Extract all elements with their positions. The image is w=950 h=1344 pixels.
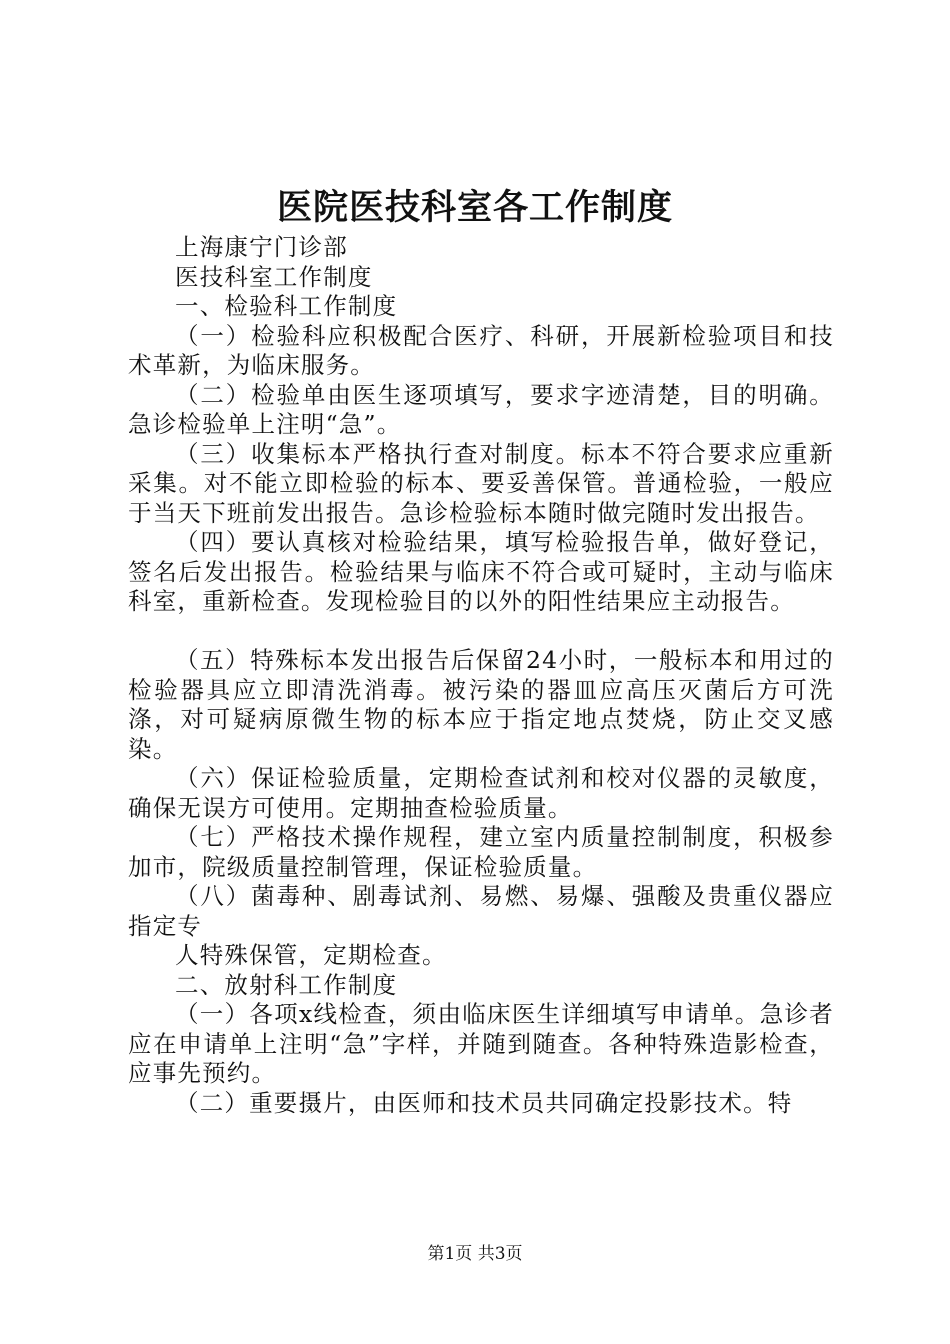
paragraph-radiology-heading: 二、放射科工作制度 xyxy=(175,970,398,999)
paragraph-clinic-name: 上海康宁门诊部 xyxy=(175,233,348,261)
paragraph-lab-heading: 一、检验科工作制度 xyxy=(175,292,398,320)
paragraph-lab-rule-7: （七）严格技术操作规程，建立室内质量控制制度，积极参加市，院级质量控制管理，保证检验质量。 xyxy=(128,823,834,881)
paragraph-section-heading: 医技科室工作制度 xyxy=(175,262,373,291)
document-title: 医院医技科室各工作制度 xyxy=(276,187,673,228)
paragraph-lab-rule-2: （二）检验单由医生逐项填写，要求字迹清楚，目的明确。急诊检验单上注明“急”。 xyxy=(128,380,834,438)
paragraph-lab-rule-1: （一）检验科应积极配合医疗、科研，开展新检验项目和技术革新，为临床服务。 xyxy=(128,321,834,379)
paragraph-radiology-rule-1: （一）各项x线检查，须由临床医生详细填写申请单。急诊者应在申请单上注明“急”字样，并随到随查。各种特殊造影检查，应事先预约。 xyxy=(128,1000,834,1087)
paragraph-radiology-rule-2: （二）重要摄片，由医师和技术员共同确定投影技术。特 xyxy=(175,1088,793,1117)
paragraph-lab-rule-8-cont: 人特殊保管，定期检查。 xyxy=(175,941,447,969)
paragraph-lab-rule-6: （六）保证检验质量，定期检查试剂和校对仪器的灵敏度，确保无误方可使用。定期抽查检验质量。 xyxy=(128,764,834,822)
document-body xyxy=(128,233,834,1118)
paragraph-lab-rule-4: （四）要认真核对检验结果，填写检验报告单，做好登记，签名后发出报告。检验结果与临床不符合或可疑时，主动与临床科室，重新检查。发现检验目的以外的阳性结果应主动报告。 xyxy=(128,528,834,615)
page-footer: 第1页 共3页 xyxy=(427,1244,523,1264)
paragraph-lab-rule-8: （八）菌毒种、剧毒试剂、易燃、易爆、强酸及贵重仪器应指定专 xyxy=(128,882,834,940)
paragraph-lab-rule-5: （五）特殊标本发出报告后保留24小时，一般标本和用过的检验器具应立即清洗消毒。被污染的器皿应高压灭菌后方可洗涤，对可疑病原微生物的标本应于指定地点焚烧，防止交叉感染。 xyxy=(128,646,834,763)
paragraph-lab-rule-3: （三）收集标本严格执行查对制度。标本不符合要求应重新采集。对不能立即检验的标本、要妥善保管。普通检验，一般应于当天下班前发出报告。急诊检验标本随时做完随时发出报告。 xyxy=(128,439,834,527)
